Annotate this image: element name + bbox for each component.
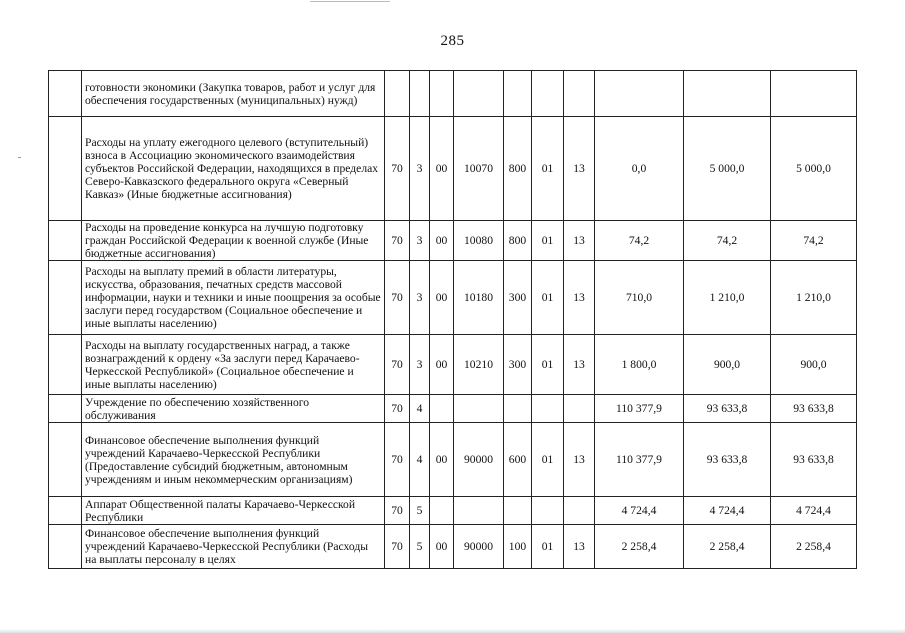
admin-code: 70 [385, 335, 410, 395]
program-code: 4 [410, 395, 430, 423]
subsection-code [564, 71, 595, 117]
table-row [49, 525, 857, 569]
item-description: Расходы на уплату ежегодного целевого (вступительный) взноса в Ассоциацию экономического взаимодействия субъектов Российской Федерации, находящихся в пределах Северо-Кавказского федерального округа «Северный Кавказ» (Иные бюджетные ассигнования) [82, 117, 385, 221]
budget-table [48, 70, 857, 569]
direction-code: 90000 [454, 423, 504, 497]
expense-type-code: 800 [504, 221, 532, 261]
program-code: 3 [410, 221, 430, 261]
section-code: 01 [532, 335, 564, 395]
table-row [49, 423, 857, 497]
amount-year-3 [771, 71, 857, 117]
subprogram-code: 00 [430, 221, 454, 261]
subprogram-code [430, 71, 454, 117]
direction-code: 10210 [454, 335, 504, 395]
item-description: готовности экономики (Закупка товаров, работ и услуг для обеспечения государственных (муниципальных) нужд) [82, 71, 385, 117]
table-row [49, 261, 857, 335]
direction-code: 90000 [454, 525, 504, 569]
section-code [532, 497, 564, 525]
expense-type-code: 100 [504, 525, 532, 569]
row-number-cell [49, 221, 82, 261]
subsection-code: 13 [564, 525, 595, 569]
amount-year-2: 74,2 [684, 221, 771, 261]
subsection-code: 13 [564, 423, 595, 497]
item-description: Финансовое обеспечение выполнения функций учреждений Карачаево-Черкесской Республики (Предоставление субсидий бюджетным, автономным учреждениям и иным некоммерческим организациям) [82, 423, 385, 497]
program-code: 5 [410, 497, 430, 525]
table-row [49, 221, 857, 261]
expense-type-code [504, 395, 532, 423]
page-number: 285 [440, 33, 465, 49]
expense-type-code: 300 [504, 335, 532, 395]
subprogram-code: 00 [430, 423, 454, 497]
amount-year-3: 74,2 [771, 221, 857, 261]
amount-year-3: 900,0 [771, 335, 857, 395]
admin-code: 70 [385, 117, 410, 221]
subsection-code: 13 [564, 117, 595, 221]
program-code: 3 [410, 261, 430, 335]
item-description: Расходы на выплату премий в области литературы, искусства, образования, печатных средств массовой информации, науки и техники и иные поощрения за особые заслуги перед государством (Социальное обеспечение и иные выплаты населению) [82, 261, 385, 335]
direction-code [454, 71, 504, 117]
program-code: 4 [410, 423, 430, 497]
subprogram-code: 00 [430, 525, 454, 569]
section-code [532, 395, 564, 423]
row-number-cell [49, 423, 82, 497]
direction-code: 10070 [454, 117, 504, 221]
expense-type-code [504, 71, 532, 117]
subsection-code [564, 497, 595, 525]
section-code: 01 [532, 423, 564, 497]
amount-year-1: 4 724,4 [595, 497, 684, 525]
program-code: 5 [410, 525, 430, 569]
amount-year-3: 1 210,0 [771, 261, 857, 335]
row-number-cell [49, 395, 82, 423]
subprogram-code [430, 497, 454, 525]
item-description: Расходы на проведение конкурса на лучшую подготовку граждан Российской Федерации к военной службе (Иные бюджетные ассигнования) [82, 221, 385, 261]
amount-year-2: 900,0 [684, 335, 771, 395]
section-code: 01 [532, 525, 564, 569]
amount-year-2 [684, 71, 771, 117]
table-row [49, 117, 857, 221]
admin-code: 70 [385, 395, 410, 423]
amount-year-3: 93 633,8 [771, 395, 857, 423]
row-number-cell [49, 117, 82, 221]
subprogram-code: 00 [430, 117, 454, 221]
direction-code [454, 395, 504, 423]
amount-year-1: 0,0 [595, 117, 684, 221]
table-row [49, 335, 857, 395]
amount-year-2: 5 000,0 [684, 117, 771, 221]
expense-type-code: 300 [504, 261, 532, 335]
admin-code: 70 [385, 497, 410, 525]
amount-year-3: 5 000,0 [771, 117, 857, 221]
row-number-cell [49, 335, 82, 395]
amount-year-3: 4 724,4 [771, 497, 857, 525]
program-code [410, 71, 430, 117]
amount-year-1: 74,2 [595, 221, 684, 261]
admin-code: 70 [385, 423, 410, 497]
admin-code [385, 71, 410, 117]
item-description: Финансовое обеспечение выполнения функций учреждений Карачаево-Черкесской Республики (Расходы на выплаты персоналу в целях [82, 525, 385, 569]
table-row [49, 497, 857, 525]
item-description: Учреждение по обеспечению хозяйственного обслуживания [82, 395, 385, 423]
table-row [49, 395, 857, 423]
row-number-cell [49, 261, 82, 335]
section-code [532, 71, 564, 117]
amount-year-2: 4 724,4 [684, 497, 771, 525]
subprogram-code [430, 395, 454, 423]
expense-type-code [504, 497, 532, 525]
amount-year-2: 1 210,0 [684, 261, 771, 335]
subsection-code [564, 395, 595, 423]
item-description: Расходы на выплату государственных наград, а также вознаграждений к ордену «За заслуги перед Карачаево-Черкесской Республикой» (Социальное обеспечение и иные выплаты населению) [82, 335, 385, 395]
direction-code: 10180 [454, 261, 504, 335]
subprogram-code: 00 [430, 261, 454, 335]
admin-code: 70 [385, 525, 410, 569]
margin-mark [18, 157, 21, 158]
top-scan-line [310, 1, 390, 2]
amount-year-2: 93 633,8 [684, 395, 771, 423]
section-code: 01 [532, 261, 564, 335]
subsection-code: 13 [564, 221, 595, 261]
program-code: 3 [410, 335, 430, 395]
amount-year-1 [595, 71, 684, 117]
expense-type-code: 800 [504, 117, 532, 221]
amount-year-1: 1 800,0 [595, 335, 684, 395]
amount-year-3: 93 633,8 [771, 423, 857, 497]
amount-year-2: 93 633,8 [684, 423, 771, 497]
expense-type-code: 600 [504, 423, 532, 497]
subsection-code: 13 [564, 335, 595, 395]
table-row [49, 71, 857, 117]
subprogram-code: 00 [430, 335, 454, 395]
amount-year-1: 710,0 [595, 261, 684, 335]
row-number-cell [49, 497, 82, 525]
amount-year-3: 2 258,4 [771, 525, 857, 569]
scan-bottom-edge [0, 629, 905, 633]
admin-code: 70 [385, 221, 410, 261]
section-code: 01 [532, 221, 564, 261]
row-number-cell [49, 71, 82, 117]
amount-year-1: 2 258,4 [595, 525, 684, 569]
amount-year-1: 110 377,9 [595, 395, 684, 423]
row-number-cell [49, 525, 82, 569]
amount-year-1: 110 377,9 [595, 423, 684, 497]
admin-code: 70 [385, 261, 410, 335]
direction-code: 10080 [454, 221, 504, 261]
subsection-code: 13 [564, 261, 595, 335]
section-code: 01 [532, 117, 564, 221]
direction-code [454, 497, 504, 525]
item-description: Аппарат Общественной палаты Карачаево-Черкесской Республики [82, 497, 385, 525]
program-code: 3 [410, 117, 430, 221]
amount-year-2: 2 258,4 [684, 525, 771, 569]
